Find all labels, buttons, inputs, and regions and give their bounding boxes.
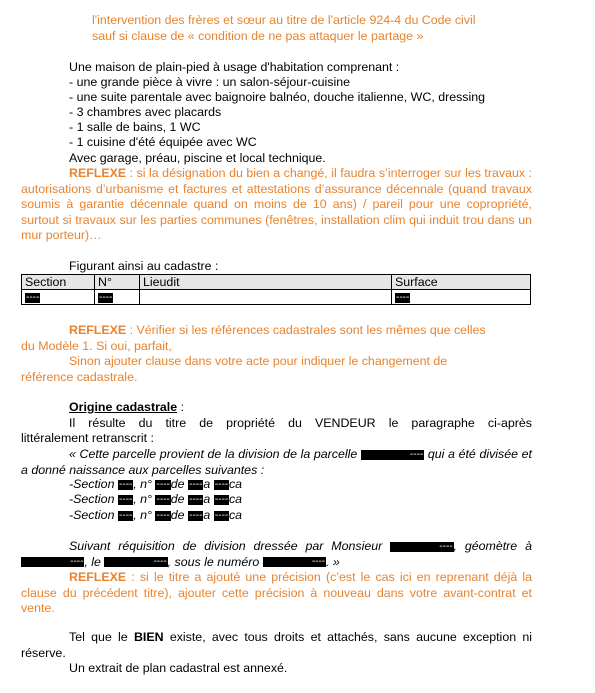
reflexe-text: : si la désignation du bien a changé, il faudra s’interroger sur les travaux : autorisations d’urbanisme et factures et attestations d’assurance décennale (quand travaux soumis à garantie décennale quand on moins de 10 ans) / pareil pour une copropriété, surtout si travaux sur les parties communes (fenêtres, installation clim qui induit trou dans un mur porteur)… <box>21 166 532 243</box>
reflexe-label: REFLEXE <box>69 570 127 584</box>
redaction: ---- <box>396 291 410 303</box>
header-number: N° <box>95 275 140 290</box>
redaction: ---- <box>361 450 424 460</box>
reflexe-text: : Vérifier si les références cadastrales sont les mêmes que celles <box>126 323 486 337</box>
room-item: - 1 cuisine d'été équipée avec WC <box>69 135 257 149</box>
redaction: ---- <box>118 493 133 505</box>
redaction: ---- <box>156 493 170 505</box>
redaction: ---- <box>214 509 228 521</box>
redaction: ---- <box>118 478 133 490</box>
parcel-text: a <box>203 492 214 506</box>
room-item: - une suite parentale avec baignoire balnéo, douche italienne, WC, dressing <box>69 90 486 104</box>
parcel-text: -Section <box>69 492 118 506</box>
parcel-text: -Section <box>69 477 118 491</box>
room-item: - 1 salle de bains, 1 WC <box>69 120 201 134</box>
cell-section <box>22 290 95 305</box>
cadastre-table <box>21 274 531 305</box>
reflexe-2-line-3: Sinon ajouter clause dans votre acte pour indiquer le changement de <box>69 354 448 368</box>
redaction: ---- <box>188 509 203 521</box>
origine-line-2: littéralement retranscrit : <box>21 431 154 445</box>
parcel-text: de <box>170 477 188 491</box>
redaction: ---- <box>156 478 170 490</box>
redaction: ---- <box>188 493 203 505</box>
closing-text: existe, avec tous droits et attachés, sans aucune exception ni réserve. <box>21 630 533 660</box>
house-extras: Avec garage, préau, piscine et local technique. <box>69 151 326 165</box>
reflexe-note-3 <box>21 570 532 617</box>
redaction: ---- <box>26 291 40 303</box>
room-item: - une grande pièce à vivre : un salon-séjour-cuisine <box>69 75 351 89</box>
parcel-text: de <box>170 492 188 506</box>
parcel-text: de <box>170 508 188 522</box>
room-item: - 3 chambres avec placards <box>69 105 222 119</box>
parcel-line <box>69 492 242 507</box>
reflexe-note-1 <box>21 166 532 244</box>
quote-text: , géomètre à <box>453 539 532 553</box>
quote-text: qui a été divisée et a donné naissance aux parcelles suivantes : <box>21 447 532 477</box>
bien-keyword: BIEN <box>133 630 164 644</box>
reflexe-text: : si le titre a ajouté une précision (c’est le cas ici en reprenant déjà la clause du précédent titre), ajouter cette précision à nouveau dans votre avant-contrat et vente. <box>21 570 532 616</box>
redaction: ---- <box>214 478 228 490</box>
quote-text: , sous le numéro <box>167 554 263 569</box>
redaction: ---- <box>214 493 228 505</box>
header-surface: Surface <box>392 275 531 290</box>
cadastre-intro: Figurant ainsi au cadastre : <box>69 259 219 273</box>
header-section: Section <box>22 275 95 290</box>
header-lieudit: Lieudit <box>140 275 392 290</box>
parcel-text: ca <box>228 508 243 522</box>
annex-note: Un extrait de plan cadastral est annexé. <box>69 661 288 675</box>
parcel-text: -Section <box>69 508 118 522</box>
clause-line-1: l'intervention des frères et sœur au titre de l'article 924-4 du Code civil <box>92 13 476 27</box>
quote-text: Suivant réquisition de division dressée par Monsieur <box>69 539 391 553</box>
parcel-line <box>69 508 242 523</box>
redaction: ---- <box>188 478 203 490</box>
redaction: ---- <box>390 542 453 552</box>
reflexe-label: REFLEXE <box>69 323 127 337</box>
cell-number <box>95 290 140 305</box>
redaction: ---- <box>118 509 133 521</box>
redaction: ---- <box>104 557 167 567</box>
redaction: ---- <box>21 557 84 567</box>
quote-text: . » <box>326 554 340 569</box>
origine-line-1: Il résulte du titre de propriété du VENDEUR le paragraphe ci-après <box>69 416 532 430</box>
parcel-line <box>69 477 242 492</box>
parcel-text: a <box>203 477 214 491</box>
reflexe-note-2 <box>69 323 486 338</box>
cell-surface <box>392 290 531 305</box>
origine-quote <box>21 447 532 478</box>
parcel-text: a <box>203 508 214 522</box>
parcel-text: , n° <box>133 477 156 491</box>
redaction: ---- <box>263 557 326 567</box>
quote-text: , le <box>84 554 105 569</box>
parcel-text: ca <box>228 492 243 506</box>
redaction: ---- <box>99 291 113 303</box>
clause-line-2: sauf si clause de « condition de ne pas attaquer le partage » <box>92 29 424 43</box>
requisition-text <box>21 539 532 570</box>
origine-heading <box>69 400 184 415</box>
parcel-text: ca <box>228 477 243 491</box>
parcel-text: , n° <box>133 492 156 506</box>
reflexe-2-line-2: du Modèle 1. Si oui, parfait, <box>21 339 172 353</box>
cadastre-header-row <box>22 275 531 290</box>
quote-text: « Cette parcelle provient de la division de la parcelle <box>69 447 361 461</box>
parcel-text: , n° <box>133 508 156 522</box>
house-intro: Une maison de plain-pied à usage d'habitation comprenant : <box>69 60 400 74</box>
reflexe-2-line-4: référence cadastrale. <box>21 370 138 384</box>
closing-paragraph <box>21 630 532 661</box>
reflexe-label: REFLEXE <box>69 166 127 180</box>
origine-colon: : <box>177 400 185 414</box>
closing-text: Tel que le <box>69 630 134 644</box>
origine-title: Origine cadastrale <box>69 400 178 414</box>
redaction: ---- <box>156 509 170 521</box>
cell-lieudit <box>140 290 392 305</box>
table-row <box>22 290 531 305</box>
